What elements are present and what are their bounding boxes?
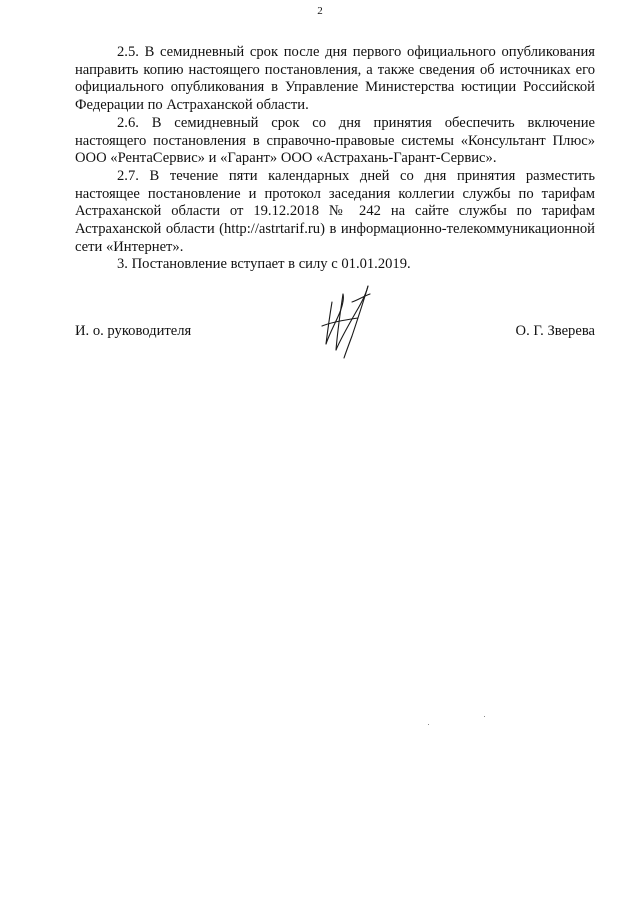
paragraph-2-7: 2.7. В течение пяти календарных дней со дня принятия разместить настоящее постановление и протокол заседания коллегии службы по тарифам Астраханской области от 19.12.2018 № 242 на сайте службы по тарифам Астраханской области (http://astrtarif.ru) в информационно-телекоммуникационной сети «Интернет». — [75, 167, 595, 255]
paragraph-3: 3. Постановление вступает в силу с 01.01.2019. — [117, 256, 411, 273]
signature-block — [75, 322, 595, 342]
paragraph-2-5: 2.5. В семидневный срок после дня первого официального опубликования направить копию настоящего постановления, а также сведения об источниках его официального опубликования в Управление Министерства юстиции Российской Федерации по Астраханской области. — [75, 44, 595, 114]
scan-speck — [428, 724, 429, 725]
scan-speck — [484, 716, 485, 717]
document-body — [75, 44, 595, 274]
signer-title: И. о. руководителя — [75, 323, 192, 339]
signer-name: О. Г. Зверева — [515, 323, 595, 339]
paragraph-2-6: 2.6. В семидневный срок со дня принятия обеспечить включение настоящего постановления в справочно-правовые системы «Консультант Плюс» ООО «РентаСервис» и «Гарант» ООО «Астрахань-Гарант-Сервис». — [75, 114, 595, 167]
handwritten-signature — [318, 282, 380, 360]
page-number: 2 — [317, 5, 323, 17]
